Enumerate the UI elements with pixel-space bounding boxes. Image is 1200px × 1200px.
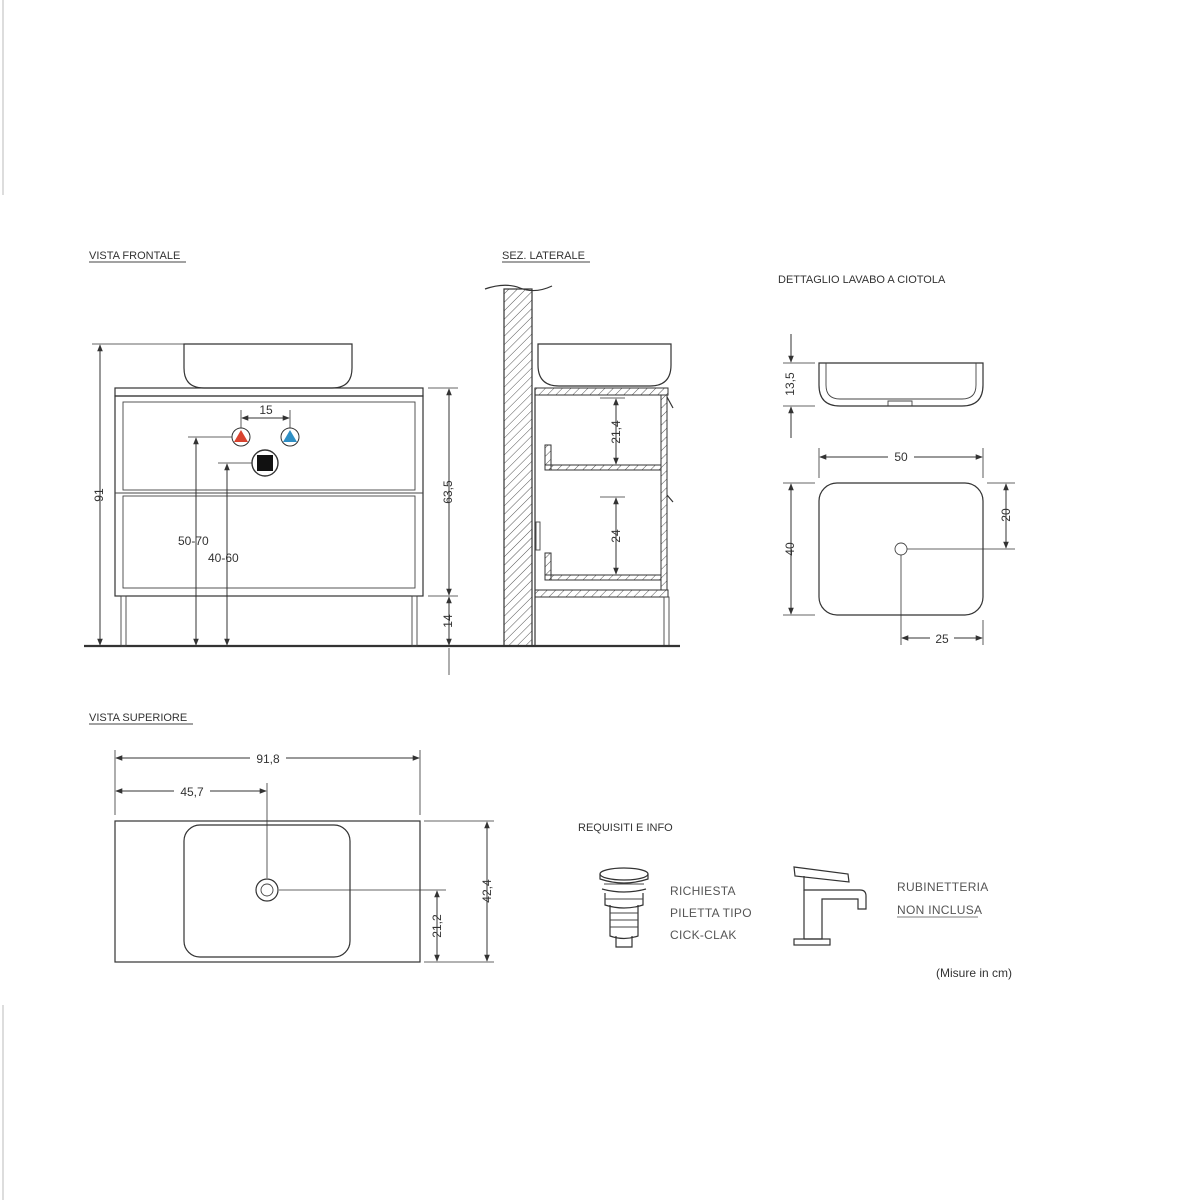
side-section-title: SEZ. LATERALE — [502, 250, 585, 262]
dim-upper-drawer: 21,4 — [609, 420, 623, 444]
dim-drain-offset: 25 — [935, 632, 949, 646]
dim-top-half-depth: 21,2 — [430, 914, 444, 938]
front-leg-left — [121, 596, 126, 646]
top-view — [89, 712, 494, 962]
dim-lower-drawer: 24 — [609, 529, 623, 543]
dim-water-height: 50-70 — [178, 534, 209, 548]
requirements-title: REQUISITI E INFO — [578, 822, 673, 834]
front-view — [84, 250, 500, 675]
front-leg-right — [412, 596, 417, 646]
basin-profile — [819, 363, 983, 406]
click-clack-drain-icon — [600, 868, 648, 947]
cold-water-icon — [281, 428, 299, 446]
lower-drawer-bottom — [545, 575, 661, 580]
requirements-info — [578, 822, 1012, 980]
dim-total-height: 91 — [92, 488, 106, 502]
drain-info-line1: RICHIESTA — [670, 884, 736, 898]
dim-legs-height: 14 — [441, 614, 455, 628]
hot-water-icon — [232, 428, 250, 446]
drain-outlet-icon — [252, 450, 278, 476]
drain-info-line3: CICK-CLAK — [670, 928, 737, 942]
units-note: (Misure in cm) — [936, 966, 1013, 980]
dim-top-width: 91,8 — [256, 752, 280, 766]
dim-basin-height: 13,5 — [783, 372, 797, 396]
dim-basin-width: 50 — [894, 450, 908, 464]
dim-tap-spacing: 15 — [259, 403, 273, 417]
dim-basin-half-depth: 20 — [999, 508, 1013, 522]
faucet-icon — [794, 867, 866, 945]
front-drawer-lower — [123, 496, 415, 588]
dim-basin-depth: 40 — [783, 542, 797, 556]
side-section — [485, 250, 680, 646]
top-view-title: VISTA SUPERIORE — [89, 712, 188, 724]
basin-drain-hole — [895, 543, 907, 555]
top-drain-inner — [261, 884, 273, 896]
dim-top-half-width: 45,7 — [180, 785, 204, 799]
wall-section — [504, 289, 532, 646]
front-basin — [184, 344, 352, 388]
upper-drawer-bottom — [545, 465, 661, 470]
front-top-slab — [115, 388, 423, 396]
basin-detail — [778, 274, 1015, 646]
drain-info-line2: PILETTA TIPO — [670, 906, 752, 920]
tap-info-line1: RUBINETTERIA — [897, 880, 989, 894]
dim-drain-height: 40-60 — [208, 551, 239, 565]
side-basin — [538, 344, 671, 386]
top-drain-outer — [256, 879, 278, 901]
dim-cabinet-height: 63,5 — [441, 480, 455, 504]
basin-detail-title: DETTAGLIO LAVABO A CIOTOLA — [778, 274, 946, 286]
top-slab-plan — [115, 821, 420, 962]
dim-top-depth: 42,4 — [480, 879, 494, 903]
front-view-title: VISTA FRONTALE — [89, 250, 181, 262]
tap-info-line2: NON INCLUSA — [897, 903, 983, 917]
